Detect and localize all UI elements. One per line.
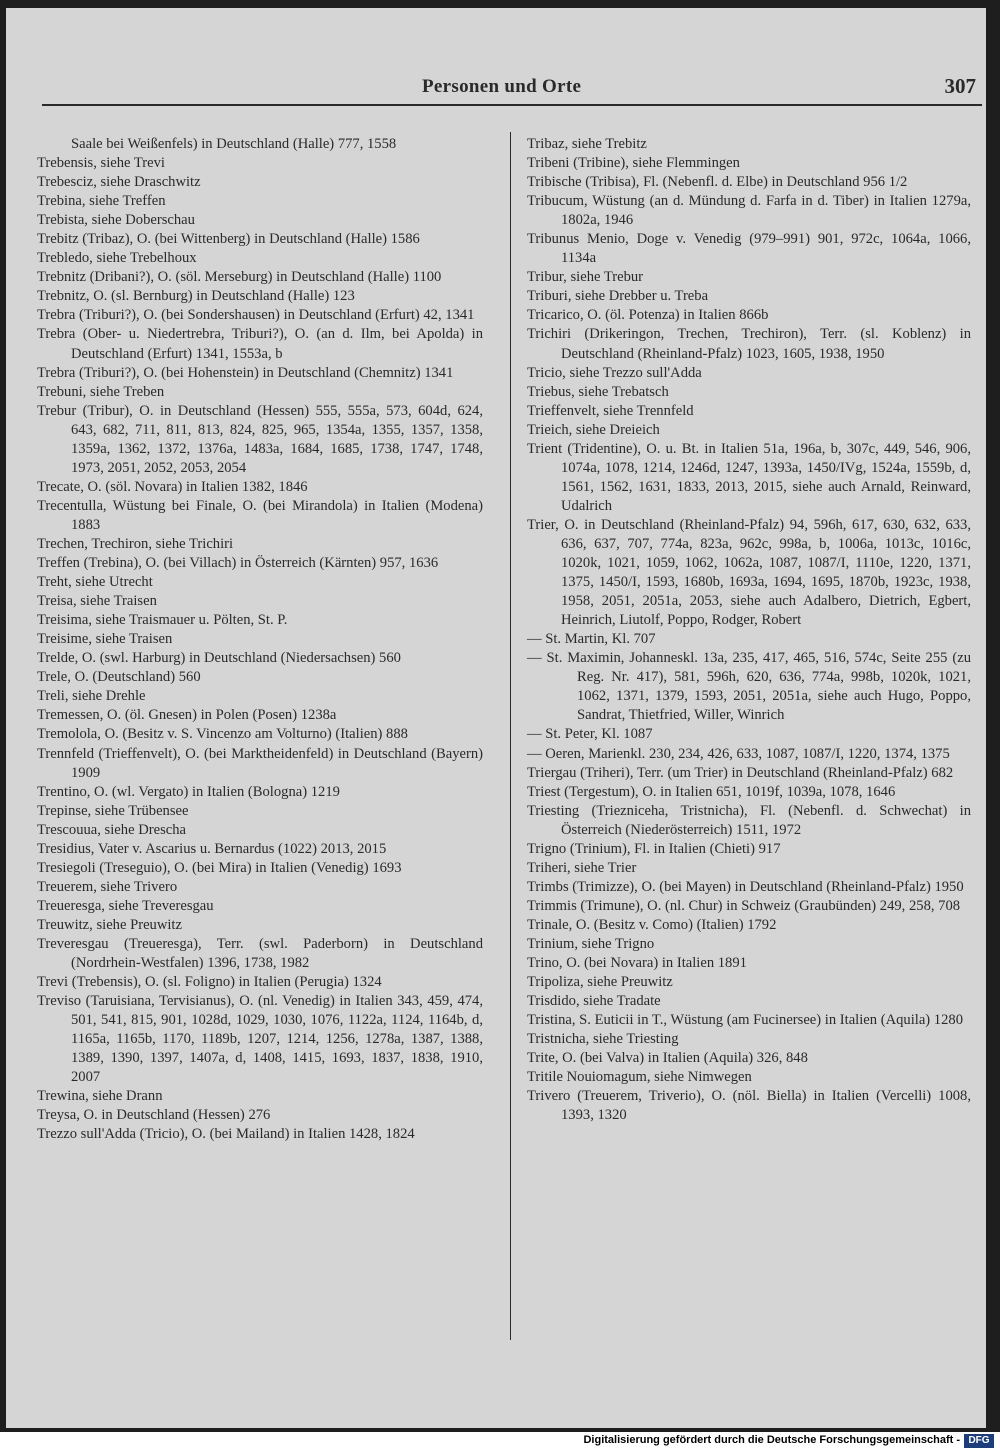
index-entry: Trentino, O. (wl. Vergato) in Italien (Bologna) 1219 [37, 783, 340, 800]
index-entry: Trebensis, siehe Trevi [37, 155, 165, 172]
index-entry: Tribaz, siehe Trebitz [527, 136, 647, 152]
index-entry: — St. Maximin, Johanneskl. 13a, 235, 417, 465, 516, 574c, Seite 255 (zu Reg. Nr. 417), 581, 596h, 620, 636, 774a, 998b, 1020k, 1021, 1062, 1371, 1379, 1593, 2051, 2051a, siehe auch Hugo, Poppo, Sandrat, Thietfried, Willer, Winrich [527, 650, 971, 724]
index-entry: Triergau (Triheri), Terr. (um Trier) in Deutschland (Rheinland-Pfalz) 682 [527, 764, 954, 781]
index-entry: Triebus, siehe Trebatsch [527, 383, 669, 400]
index-entry: Treueresga, siehe Treveresgau [37, 897, 214, 914]
index-entry: Trevi (Trebensis), O. (sl. Foligno) in Italien (Perugia) 1324 [37, 974, 382, 991]
index-entry: Trecate, O. (söl. Novara) in Italien 1382, 1846 [37, 478, 308, 495]
index-entry: Triest (Tergestum), O. in Italien 651, 1019f, 1039a, 1078, 1646 [527, 783, 896, 800]
index-entry: Tristnicha, siehe Triesting [527, 1031, 679, 1048]
index-entry: Treysa, O. in Deutschland (Hessen) 276 [37, 1107, 271, 1124]
index-entry: Tribische (Tribisa), Fl. (Nebenfl. d. Elbe) in Deutschland 956 1/2 [527, 174, 908, 191]
index-entry: Trechen, Trechiron, siehe Trichiri [37, 535, 234, 552]
index-entry: Trebina, siehe Treffen [37, 193, 166, 210]
index-entry: Trient (Tridentine), O. u. Bt. in Italien 51a, 196a, b, 307c, 449, 546, 906, 1074a, 1078, 1214, 1246d, 1247, 1393a, 1450/IVg, 1524a, 1559b, d, 1561, 1562, 1631, 1833, 2013, 2015, siehe auch Arnald, Reinward, Udalrich [527, 440, 971, 514]
column-divider [510, 132, 511, 1340]
index-entry: Tricio, siehe Trezzo sull'Adda [527, 364, 702, 381]
index-entry: Trivero (Treuerem, Triverio), O. (nöl. Biella) in Italien (Vercelli) 1008, 1393, 1320 [527, 1088, 971, 1124]
index-entry: Treisima, siehe Traismauer u. Pölten, St. P. [37, 612, 288, 629]
index-entry: Triburi, siehe Drebber u. Treba [527, 288, 709, 305]
dfg-logo: DFG [964, 1434, 994, 1448]
index-column-left [37, 135, 483, 1144]
index-entry: Tribunus Menio, Doge v. Venedig (979–991) 901, 972c, 1064a, 1066, 1134a [527, 231, 971, 267]
index-entry: Tremolola, O. (Besitz v. S. Vincenzo am Volturno) (Italien) 888 [37, 726, 408, 743]
index-entry: Trebnitz (Dribani?), O. (söl. Merseburg) in Deutschland (Halle) 1100 [37, 269, 442, 286]
index-entry: Trebista, siehe Doberschau [37, 212, 195, 229]
index-entry: Trepinse, siehe Trübensee [37, 802, 189, 819]
index-entry: Saale bei Weißenfels) in Deutschland (Halle) 777, 1558 [71, 136, 397, 152]
book-page [6, 8, 986, 1428]
index-entry: Treviso (Taruisiana, Tervisianus), O. (nl. Venedig) in Italien 343, 459, 474, 501, 541, 815, 901, 1028d, 1029, 1030, 1076, 1122a, 1124, 1164b, d, 1165a, 1165b, 1170, 1189b, 1207, 1214, 1256, 1278a, 1387, 1388, 1389, 1390, 1397, 1407a, d, 1408, 1415, 1693, 1837, 1838, 1910, 2007 [37, 993, 483, 1086]
index-entry: Tribeni (Tribine), siehe Flemmingen [527, 155, 740, 172]
index-entry: Tribur, siehe Trebur [527, 269, 644, 286]
header-rule [42, 104, 982, 106]
index-entry: Trite, O. (bei Valva) in Italien (Aquila) 326, 848 [527, 1050, 808, 1067]
index-entry: Trebesciz, siehe Draschwitz [37, 174, 201, 191]
index-entry: Trisdido, siehe Tradate [527, 993, 661, 1010]
page-number: 307 [944, 74, 976, 98]
running-title: Personen und Orte [422, 76, 582, 97]
index-entry: Treht, siehe Utrecht [37, 574, 153, 591]
index-entry: Treveresgau (Treueresga), Terr. (swl. Paderborn) in Deutschland (Nordrhein-Westfalen) 1396, 1738, 1982 [37, 935, 483, 972]
index-entry: Trebnitz, O. (sl. Bernburg) in Deutschland (Halle) 123 [37, 288, 355, 305]
index-entry: Trebra (Triburi?), O. (bei Hohenstein) in Deutschland (Chemnitz) 1341 [37, 364, 454, 381]
index-entry: Trezzo sull'Adda (Tricio), O. (bei Mailand) in Italien 1428, 1824 [37, 1126, 415, 1143]
index-entry: Trieffenvelt, siehe Trennfeld [527, 402, 694, 419]
page-header [42, 72, 982, 102]
index-entry: Trebur (Tribur), O. in Deutschland (Hessen) 555, 555a, 573, 604d, 624, 643, 682, 711, 811, 813, 824, 825, 965, 1354a, 1355, 1357, 1358, 1359a, 1362, 1372, 1376a, 1483a, 1684, 1685, 1738, 1747, 1748, 1973, 2051, 2052, 2053, 2054 [37, 402, 483, 476]
index-entry: Triesting (Triezniceha, Tristnicha), Fl. (Nebenfl. d. Schwechat) in Österreich (Niederösterreich) 1511, 1972 [527, 802, 971, 838]
index-entry: Trinale, O. (Besitz v. Como) (Italien) 1792 [527, 916, 777, 933]
index-entry: Tripoliza, siehe Preuwitz [527, 974, 673, 991]
index-entry: Trichiri (Drikeringon, Trechen, Trechiron), Terr. (sl. Koblenz) in Deutschland (Rheinland-Pfalz) 1023, 1605, 1938, 1950 [527, 326, 971, 362]
index-entry: Treisa, siehe Traisen [37, 593, 157, 610]
index-entry: Trimbs (Trimizze), O. (bei Mayen) in Deutschland (Rheinland-Pfalz) 1950 [527, 878, 964, 895]
index-column-right [527, 135, 971, 1125]
index-entry: Trescouua, siehe Drescha [37, 821, 187, 838]
index-entry: Trebra (Triburi?), O. (bei Sondershausen) in Deutschland (Erfurt) 42, 1341 [37, 307, 475, 324]
index-entry: Tristina, S. Euticii in T., Wüstung (am Fucinersee) in Italien (Aquila) 1280 [527, 1012, 963, 1029]
index-entry: Trigno (Trinium), Fl. in Italien (Chieti) 917 [527, 840, 781, 857]
index-entry: Trebitz (Tribaz), O. (bei Wittenberg) in Deutschland (Halle) 1586 [37, 231, 420, 248]
index-entry: Treisime, siehe Traisen [37, 631, 173, 648]
index-entry: Treffen (Trebina), O. (bei Villach) in Österreich (Kärnten) 957, 1636 [37, 555, 439, 572]
index-entry: Triheri, siehe Trier [527, 859, 637, 876]
index-entry: Tresiegoli (Treseguio), O. (bei Mira) in Italien (Venedig) 1693 [37, 859, 402, 876]
digitization-footer [0, 1432, 1000, 1451]
funding-notice: Digitalisierung gefördert durch die Deutsche Forschungsgemeinschaft - [583, 1434, 960, 1446]
index-entry: Tritile Nouiomagum, siehe Nimwegen [527, 1069, 752, 1086]
index-entry: Trecentulla, Wüstung bei Finale, O. (bei Mirandola) in Italien (Modena) 1883 [37, 497, 483, 533]
index-entry: Trieich, siehe Dreieich [527, 421, 660, 438]
index-entry: Trennfeld (Trieffenvelt), O. (bei Marktheidenfeld) in Deutschland (Bayern) 1909 [37, 745, 483, 781]
index-entry: Trimmis (Trimune), O. (nl. Chur) in Schweiz (Graubünden) 249, 258, 708 [527, 897, 961, 914]
index-entry: Trebledo, siehe Trebelhoux [37, 250, 197, 267]
index-entry: Treuwitz, siehe Preuwitz [37, 916, 182, 933]
index-entry: — St. Peter, Kl. 1087 [527, 726, 653, 743]
index-entry: Trewina, siehe Drann [37, 1088, 163, 1105]
index-entry: Trebuni, siehe Treben [37, 383, 165, 400]
index-entry: Trier, O. in Deutschland (Rheinland-Pfalz) 94, 596h, 617, 630, 632, 633, 636, 637, 707, 774a, 823a, 962c, 998a, b, 1006a, 1013c, 1016c, 1020k, 1021, 1059, 1062, 1062a, 1087, 1087/I, 1110e, 1220, 1371, 1375, 1450/I, 1593, 1680b, 1693a, 1694, 1695, 1870b, 1923c, 1938, 1958, 2051, 2051a, 2053, siehe auch Adalbero, Dietrich, Egbert, Heinrich, Liutolf, Poppo, Rodger, Robert [527, 516, 971, 629]
index-entry: Tribucum, Wüstung (an d. Mündung d. Farfa in d. Tiber) in Italien 1279a, 1802a, 1946 [527, 193, 971, 229]
index-entry: Tricarico, O. (öl. Potenza) in Italien 866b [527, 307, 769, 324]
index-entry: Tremessen, O. (öl. Gnesen) in Polen (Posen) 1238a [37, 707, 337, 724]
index-entry: Trino, O. (bei Novara) in Italien 1891 [527, 955, 747, 972]
index-entry: Treli, siehe Drehle [37, 688, 146, 705]
index-entry: Tresidius, Vater v. Ascarius u. Bernardus (1022) 2013, 2015 [37, 840, 387, 857]
index-entry: Treuerem, siehe Trivero [37, 878, 178, 895]
index-entry: Trele, O. (Deutschland) 560 [37, 669, 201, 686]
index-entry: Trelde, O. (swl. Harburg) in Deutschland (Niedersachsen) 560 [37, 650, 401, 667]
index-entry: Trebra (Ober- u. Niedertrebra, Triburi?), O. (an d. Ilm, bei Apolda) in Deutschland (Erfurt) 1341, 1553a, b [37, 326, 483, 362]
index-entry: Trinium, siehe Trigno [527, 935, 655, 952]
index-entry: — St. Martin, Kl. 707 [527, 631, 656, 648]
index-entry: — Oeren, Marienkl. 230, 234, 426, 633, 1087, 1087/I, 1220, 1374, 1375 [527, 745, 950, 762]
